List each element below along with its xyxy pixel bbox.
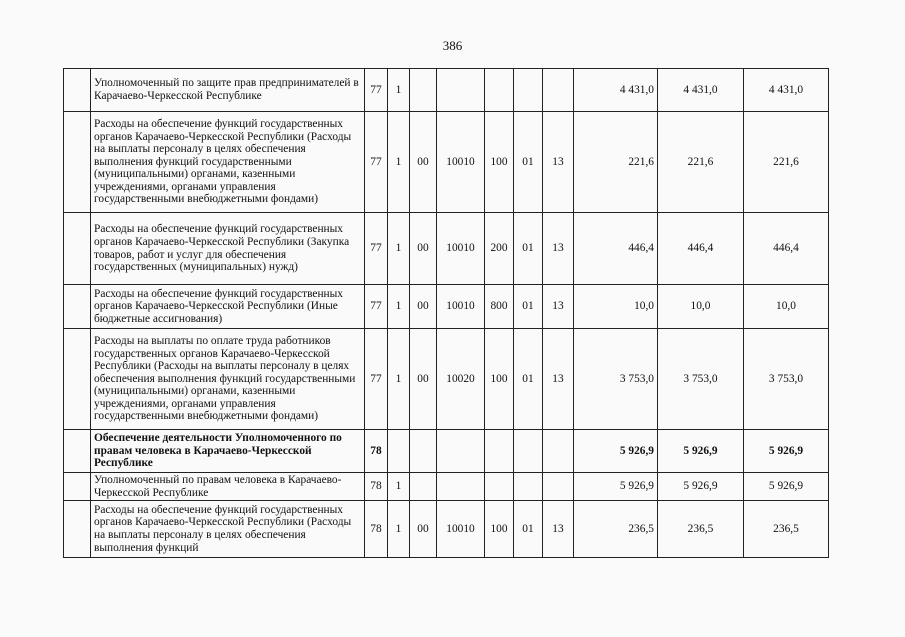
vid-code: 100	[485, 501, 514, 558]
sum-year-1: 446,4	[574, 213, 658, 285]
sum-year-2: 10,0	[658, 285, 744, 329]
pr-code: 13	[543, 213, 574, 285]
direction-code: 10010	[437, 112, 485, 213]
pr-code: 13	[543, 329, 574, 430]
ved-code: 77	[365, 213, 388, 285]
blank-cell	[64, 473, 91, 501]
razdel-code	[388, 430, 410, 473]
sum-year-2: 5 926,9	[658, 473, 744, 501]
pr-code: 13	[543, 112, 574, 213]
ved-code: 78	[365, 501, 388, 558]
podr-code: 01	[514, 501, 543, 558]
table-row	[64, 69, 829, 112]
podr-code: 01	[514, 285, 543, 329]
direction-code: 10020	[437, 329, 485, 430]
sum-year-2: 236,5	[658, 501, 744, 558]
sum-year-2: 446,4	[658, 213, 744, 285]
sum-year-1: 3 753,0	[574, 329, 658, 430]
razdel-code: 1	[388, 473, 410, 501]
podr-code: 01	[514, 112, 543, 213]
table-row	[64, 430, 829, 473]
direction-code	[437, 430, 485, 473]
razdel-code: 1	[388, 69, 410, 112]
program-code: 00	[410, 213, 437, 285]
budget-table	[63, 68, 829, 558]
row-name: Расходы на обеспечение функций государственных органов Карачаево-Черкесской Республики (Расходы на выплаты персоналу в целях обеспечения выполнения функций государственными (муниципальными) органами, казенными учреждениями, органами управления государственными внебюджетными фондами)	[91, 112, 365, 213]
program-code	[410, 473, 437, 501]
table-row	[64, 501, 829, 558]
razdel-code: 1	[388, 112, 410, 213]
vid-code: 100	[485, 329, 514, 430]
sum-year-1: 5 926,9	[574, 430, 658, 473]
ved-code: 78	[365, 430, 388, 473]
sum-year-3: 5 926,9	[744, 430, 829, 473]
sum-year-1: 221,6	[574, 112, 658, 213]
vid-code	[485, 69, 514, 112]
row-name: Расходы на обеспечение функций государственных органов Карачаево-Черкесской Республики (Расходы на выплаты персоналу в целях обеспечения выполнения функций	[91, 501, 365, 558]
row-name: Расходы на выплаты по оплате труда работников государственных органов Карачаево-Черкесской Республики (Расходы на выплаты персоналу в целях обеспечения выполнения функций государственными (муниципальными) органами, казенными учреждениями, органами управления государственными внебюджетными фондами)	[91, 329, 365, 430]
row-name: Уполномоченный по правам человека в Карачаево-Черкесской Республике	[91, 473, 365, 501]
sum-year-3: 236,5	[744, 501, 829, 558]
sum-year-3: 10,0	[744, 285, 829, 329]
vid-code	[485, 473, 514, 501]
pr-code: 13	[543, 501, 574, 558]
ved-code: 77	[365, 69, 388, 112]
podr-code	[514, 430, 543, 473]
program-code: 00	[410, 285, 437, 329]
sum-year-2: 5 926,9	[658, 430, 744, 473]
sum-year-3: 221,6	[744, 112, 829, 213]
ved-code: 78	[365, 473, 388, 501]
vid-code	[485, 430, 514, 473]
vid-code: 800	[485, 285, 514, 329]
blank-cell	[64, 430, 91, 473]
blank-cell	[64, 285, 91, 329]
table-row	[64, 213, 829, 285]
ved-code: 77	[365, 329, 388, 430]
vid-code: 200	[485, 213, 514, 285]
blank-cell	[64, 213, 91, 285]
podr-code: 01	[514, 213, 543, 285]
podr-code: 01	[514, 329, 543, 430]
sum-year-3: 3 753,0	[744, 329, 829, 430]
program-code: 00	[410, 329, 437, 430]
program-code: 00	[410, 501, 437, 558]
razdel-code: 1	[388, 329, 410, 430]
direction-code	[437, 69, 485, 112]
blank-cell	[64, 329, 91, 430]
vid-code: 100	[485, 112, 514, 213]
sum-year-3: 446,4	[744, 213, 829, 285]
direction-code: 10010	[437, 285, 485, 329]
table-row	[64, 329, 829, 430]
pr-code	[543, 69, 574, 112]
table-row	[64, 285, 829, 329]
program-code	[410, 430, 437, 473]
row-name: Обеспечение деятельности Уполномоченного по правам человека в Карачаево-Черкесской Республике	[91, 430, 365, 473]
page-number: 386	[442, 38, 463, 53]
table-row	[64, 112, 829, 213]
ved-code: 77	[365, 112, 388, 213]
podr-code	[514, 69, 543, 112]
direction-code	[437, 473, 485, 501]
row-name: Расходы на обеспечение функций государственных органов Карачаево-Черкесской Республики (Иные бюджетные ассигнования)	[91, 285, 365, 329]
program-code	[410, 69, 437, 112]
sum-year-1: 236,5	[574, 501, 658, 558]
sum-year-2: 4 431,0	[658, 69, 744, 112]
row-name: Расходы на обеспечение функций государственных органов Карачаево-Черкесской Республики (Закупка товаров, работ и услуг для обеспечения государственных (муниципальных) нужд)	[91, 213, 365, 285]
ved-code: 77	[365, 285, 388, 329]
blank-cell	[64, 69, 91, 112]
sum-year-3: 4 431,0	[744, 69, 829, 112]
blank-cell	[64, 501, 91, 558]
table-row	[64, 473, 829, 501]
razdel-code: 1	[388, 213, 410, 285]
sum-year-3: 5 926,9	[744, 473, 829, 501]
podr-code	[514, 473, 543, 501]
sum-year-1: 4 431,0	[574, 69, 658, 112]
pr-code	[543, 430, 574, 473]
sum-year-1: 10,0	[574, 285, 658, 329]
sum-year-1: 5 926,9	[574, 473, 658, 501]
razdel-code: 1	[388, 501, 410, 558]
program-code: 00	[410, 112, 437, 213]
razdel-code: 1	[388, 285, 410, 329]
pr-code: 13	[543, 285, 574, 329]
pr-code	[543, 473, 574, 501]
row-name: Уполномоченный по защите прав предпринимателей в Карачаево-Черкесской Республике	[91, 69, 365, 112]
blank-cell	[64, 112, 91, 213]
sum-year-2: 3 753,0	[658, 329, 744, 430]
sum-year-2: 221,6	[658, 112, 744, 213]
direction-code: 10010	[437, 501, 485, 558]
direction-code: 10010	[437, 213, 485, 285]
